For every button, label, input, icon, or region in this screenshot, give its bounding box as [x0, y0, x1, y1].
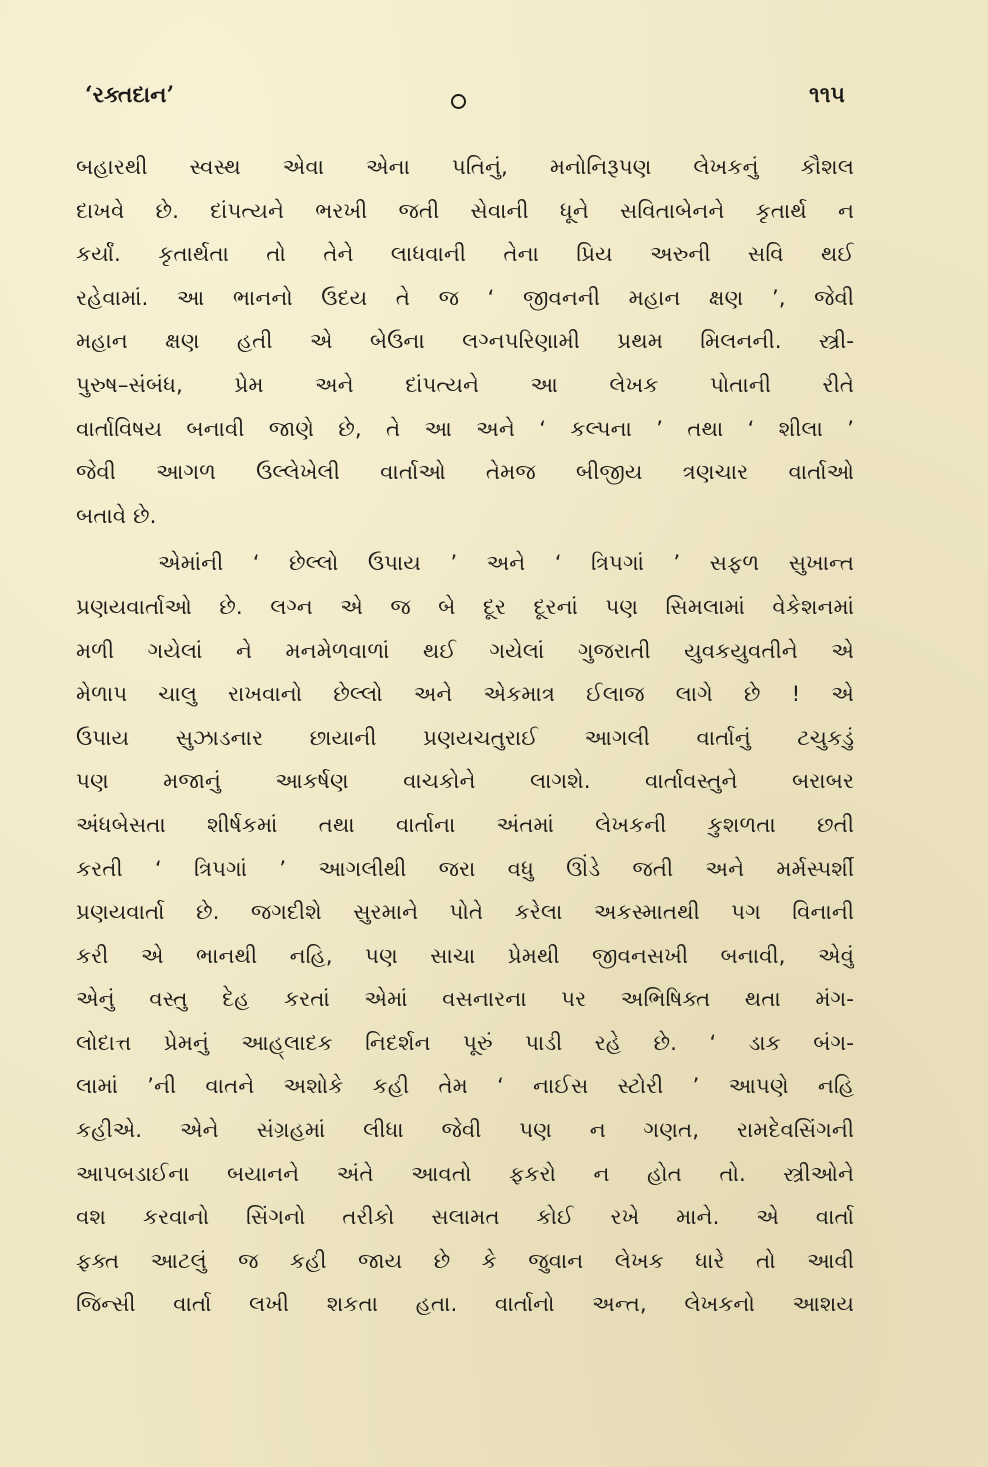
- text-line: જિન્સી વાર્તા લખી શકતા હતા. વાર્તાનો અન્ત, લેખકનો આશય: [76, 1292, 854, 1318]
- running-title: ‘રક્તદાન’: [85, 82, 175, 108]
- text-line: લામાં ’ની વાતને અશોકે કહી તેમ ‘ નાઈસ સ્ટોરી ’ આપણે નહિ: [76, 1074, 854, 1100]
- paragraph-1: [76, 146, 854, 538]
- text-line: એનું વસ્તુ દેહ કરતાં એમાં વસનારના પર અભિષિક્ત થતા મંગ-: [76, 987, 854, 1013]
- text-line: દાખવે છે. દાંપત્યને ભરખી જતી સેવાની ધૂને સવિતાબેનને કૃતાર્થ ન: [76, 198, 854, 224]
- body-text: [76, 146, 854, 1327]
- text-line: એમાંની ‘ છેલ્લો ઉપાય ’ અને ‘ ત્રિપગાં ’ સફળ સુખાન્ત: [158, 551, 854, 577]
- text-line: કરતી ‘ ત્રિપગાં ’ આગલીથી જરા વધુ ઊંડે જતી અને મર્મસ્પર્શી: [76, 856, 854, 882]
- text-line: પુરુષ–સંબંધ, પ્રેમ અને દાંપત્યને આ લેખક પોતાની રીતે: [76, 372, 854, 398]
- page-number: ૧૧૫: [808, 82, 845, 108]
- text-line: વાર્તાવિષય બનાવી જાણે છે, તે આ અને ‘ કલ્પના ’ તથા ‘ શીલા ’: [76, 416, 854, 442]
- page-header: [85, 82, 845, 122]
- text-line: કરી એ ભાનથી નહિ, પણ સાચા પ્રેમથી જીવનસખી બનાવી, એવું: [76, 943, 854, 969]
- text-line: લોદાત્ત પ્રેમનું આહ્‌લાદક નિદર્શન પૂરું પાડી રહે છે. ‘ ડાક બંગ-: [76, 1030, 854, 1056]
- text-line: મહાન ક્ષણ હતી એ બેઉના લગ્નપરિણામી પ્રથમ મિલનની. સ્ત્રી-: [76, 329, 854, 355]
- paragraph-2: [76, 542, 854, 1327]
- text-line: ફક્ત આટલું જ કહી જાય છે કે જુવાન લેખક ધારે તો આવી: [76, 1248, 854, 1274]
- text-line: પણ મજાનું આકર્ષણ વાચકોને લાગશે. વાર્તાવસ્તુને બરાબર: [76, 769, 854, 795]
- header-ornament-dot: [451, 94, 466, 109]
- text-line: ઉપાય સુઝાડનાર છાયાની પ્રણયચતુરાઈ આગલી વાર્તાનું ટચુકડું: [76, 725, 854, 751]
- text-line: આપબડાઈના બયાનને અંતે આવતો ફકરો ન હોત તો. સ્ત્રીઓને: [76, 1161, 854, 1187]
- text-line: બતાવે છે.: [76, 503, 157, 529]
- text-line: પ્રણયવાર્તા છે. જગદીશે સુરમાને પોતે કરેલા અકસ્માતથી પગ વિનાની: [76, 900, 854, 926]
- text-line: જેવી આગળ ઉલ્લેખેલી વાર્તાઓ તેમજ બીજીય ત્રણચાર વાર્તાઓ: [76, 460, 854, 486]
- text-line: કહીએ. એને સંગ્રહમાં લીધા જેવી પણ ન ગણત, રામદેવસિંગની: [76, 1118, 854, 1144]
- text-line: કર્યાં. કૃતાર્થતા તો તેને લાધવાની તેના પ્રિય અરુની સવિ થઈ: [76, 242, 854, 268]
- text-line: રહેવામાં. આ ભાનનો ઉદય તે જ ‘ જીવનની મહાન ક્ષણ ’, જેવી: [76, 285, 854, 311]
- text-line: વશ કરવાનો સિંગનો તરીકો સલામત કોઈ રખે માને. એ વાર્તા: [76, 1205, 854, 1231]
- text-line: બહારથી સ્વસ્થ એવા એના પતિનું, મનોનિરૂપણ લેખકનું કૌશલ: [76, 155, 854, 180]
- text-line: અંધબેસતા શીર્ષકમાં તથા વાર્તાના અંતમાં લેખકની કુશળતા છતી: [76, 812, 854, 838]
- text-line: પ્રણયવાર્તાઓ છે. લગ્ન એ જ બે દૂર દૂરનાં પણ સિમલામાં વેકેશનમાં: [76, 594, 854, 620]
- text-line: મળી ગયેલાં ને મનમેળવાળાં થઈ ગયેલાં ગુજરાતી યુવકયુવતીને એ: [76, 638, 854, 664]
- text-line: મેળાપ ચાલુ રાખવાનો છેલ્લો અને એકમાત્ર ઈલાજ લાગે છે ! એ: [76, 682, 854, 708]
